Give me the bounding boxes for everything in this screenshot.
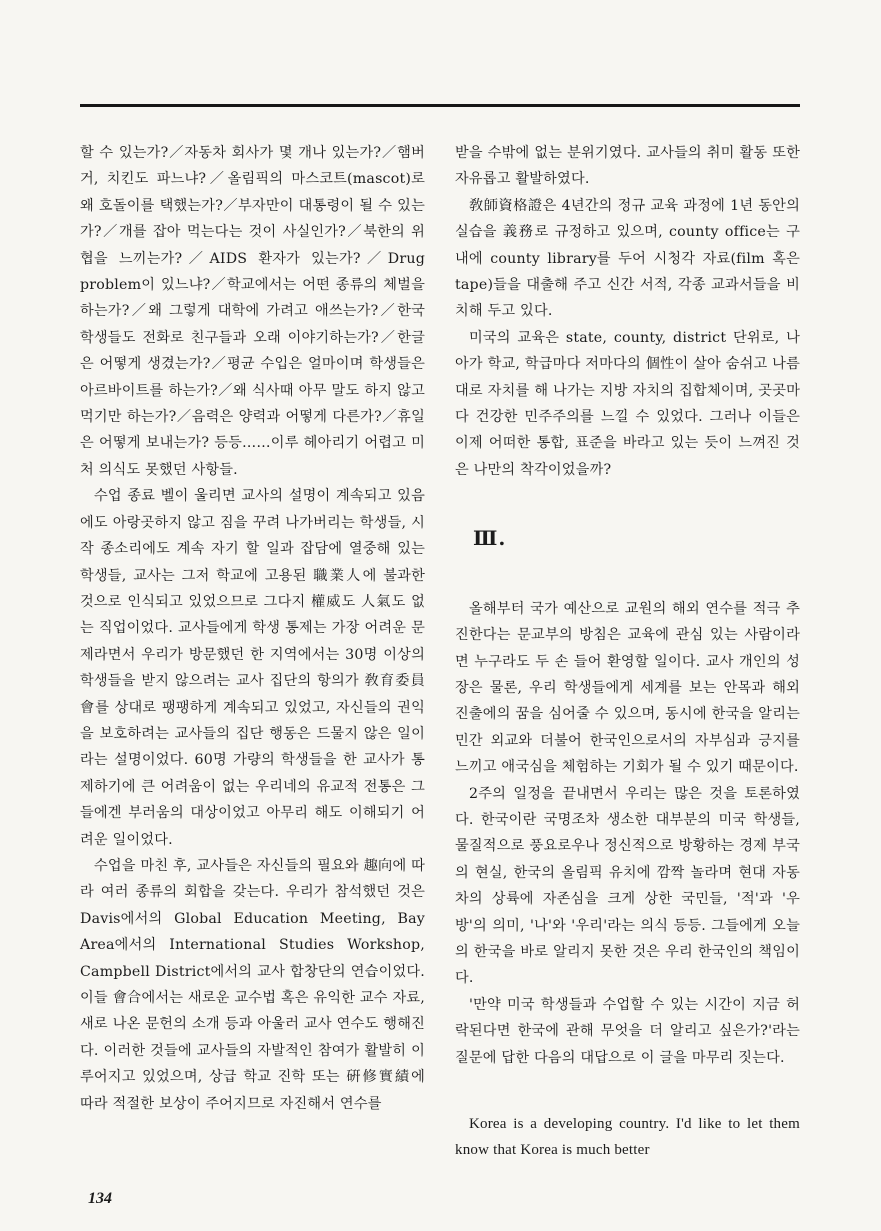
paragraph-spacer: [455, 1071, 800, 1111]
right-paragraph-5: 2주의 일정을 끝내면서 우리는 많은 것을 토론하였다. 한국이란 국명조차 생소한 대부분의 미국 학생들, 물질적으로 풍요로우나 정신적으로 방황하는 경제 부국의 현실, 한국의 올림픽 유치에 깜짝 놀라며 현대 자동차의 상륙에 자존심을 크게 상한 국민들, '적'과 '우방'의 의미, '나'와 '우리'라는 의식 등등. 그들에게 오늘의 한국을 바로 알리지 못한 것은 우리 한국인의 책임이다.: [455, 785, 800, 987]
left-paragraph-2: 수업 종료 벨이 울리면 교사의 설명이 계속되고 있음에도 아랑곳하지 않고 짐을 꾸려 나가버리는 학생들, 시작 종소리에도 계속 자기 할 일과 잡담에 열중해 있는 학생들, 교사는 그저 학교에 고용된 職業人에 불과한 것으로 인식되고 있었으므로 그다지 權威도 人氣도 없는 직업이었다. 교사들에게 학생 통제는 가장 어려운 문제라면서 우리가 방문했던 한 지역에서는 30명 이상의 학생들을 받지 않으려는 교사 집단의 항의가 敎育委員會를 상대로 팽팽하게 계속되고 있었고, 자신들의 권익을 보호하려는 교사들의 집단 행동은 드물지 않은 일이라는 설명이었다. 60명 가량의 학생들을 한 교사가 통제하기에 큰 어려움이 없는 우리네의 유교적 전통은 그들에겐 부러움의 대상이었고 아무리 해도 이해되기 어려운 일이었다.: [80, 488, 425, 848]
left-paragraph-1: 할 수 있는가?／자동차 회사가 몇 개나 있는가?／햄버거, 치킨도 파느냐?／올림픽의 마스코트(mascot)로 왜 호돌이를 택했는가?／부자만이 대통령이 될 수 있는가?／개를 잡아 먹는다는 것이 사실인가?／북한의 위협을 느끼는가?／AIDS 환자가 있는가?／Drug problem이 있느냐?／학교에서는 어떤 종류의 체벌을 하는가?／왜 그렇게 대학에 가려고 애쓰는가?／한국 학생들도 전화로 친구들과 오래 이야기하는가?／한글은 어떻게 생겼는가?／평균 수입은 얼마이며 학생들은 아르바이트를 하는가?／왜 식사때 아무 말도 하지 않고 먹기만 하는가?／음력은 양력과 어떻게 다른가?／휴일은 어떻게 보내는가? 등등……이루 헤아리기 어렵고 미처 의식도 못했던 사항들.: [80, 145, 425, 478]
header-rule: [80, 104, 800, 107]
left-paragraph-3: 수업을 마친 후, 교사들은 자신들의 필요와 趣向에 따라 여러 종류의 회합을 갖는다. 우리가 참석했던 것은 Davis에서의 Global Education Meeting, Bay Area에서의 International Studies Workshop, Campbell District에서의 교사 합창단의 연습이었다. 이들 會合에서는 새로운 교수법 혹은 유익한 교수 자료, 새로 나온 문헌의 소개 등과 아울러 교사 연수도 행해진다. 이러한 것들에 교사들의 자발적인 참여가 활발히 이루어지고 있었으며, 상급 학교 진학 또는 硏修實績에 따라 적절한 보상이 주어지므로 자진해서 연수를: [80, 857, 425, 1112]
right-column: [455, 140, 800, 1164]
right-paragraph-3: 미국의 교육은 state, county, district 단위로, 나아가 학교, 학급마다 저마다의 個性이 살아 숨쉬고 나름대로 자치를 해 나가는 지방 자치의 집합체이며, 곳곳마다 건강한 민주주의를 느낄 수 있었다. 그러나 이들은 이제 어떠한 통합, 표준을 바라고 있는 듯이 느껴진 것은 나만의 착각이었을까?: [455, 329, 800, 478]
right-paragraph-2: 敎師資格證은 4년간의 정규 교육 과정에 1년 동안의 실습을 義務로 규정하고 있으며, county office는 구내에 county library를 두어 시청각 자료(film 혹은 tape)들을 대출해 주고 신간 서적, 각종 교과서들을 비치해 두고 있다.: [455, 197, 800, 320]
left-column: [80, 140, 425, 1117]
page-number: 134: [88, 1190, 112, 1207]
right-paragraph-6: '만약 미국 학생들과 수업할 수 있는 시간이 지금 허락된다면 한국에 관해 무엇을 더 알리고 싶은가?'라는 질문에 답한 다음의 대답으로 이 글을 마무리 짓는다.: [455, 996, 800, 1066]
right-paragraph-1: 받을 수밖에 없는 분위기였다. 교사들의 취미 활동 또한 자유롭고 활발하였다.: [455, 145, 800, 188]
english-quote: Korea is a developing country. I'd like to let them know that Korea is much better: [455, 1116, 800, 1159]
section-heading: Ⅲ.: [473, 526, 507, 551]
right-paragraph-4: 올해부터 국가 예산으로 교원의 해외 연수를 적극 추진한다는 문교부의 방침은 교육에 관심 있는 사람이라면 누구라도 두 손 들어 환영할 일이다. 교사 개인의 성장은 물론, 우리 학생들에게 세계를 보는 안목과 해외 진출에의 꿈을 심어줄 수 있으며, 동시에 한국을 알리는 민간 외교와 더불어 한국인으로서의 자부심과 긍지를 느끼고 애국심을 체험하는 기회가 될 수 있기 때문이다.: [455, 600, 800, 776]
